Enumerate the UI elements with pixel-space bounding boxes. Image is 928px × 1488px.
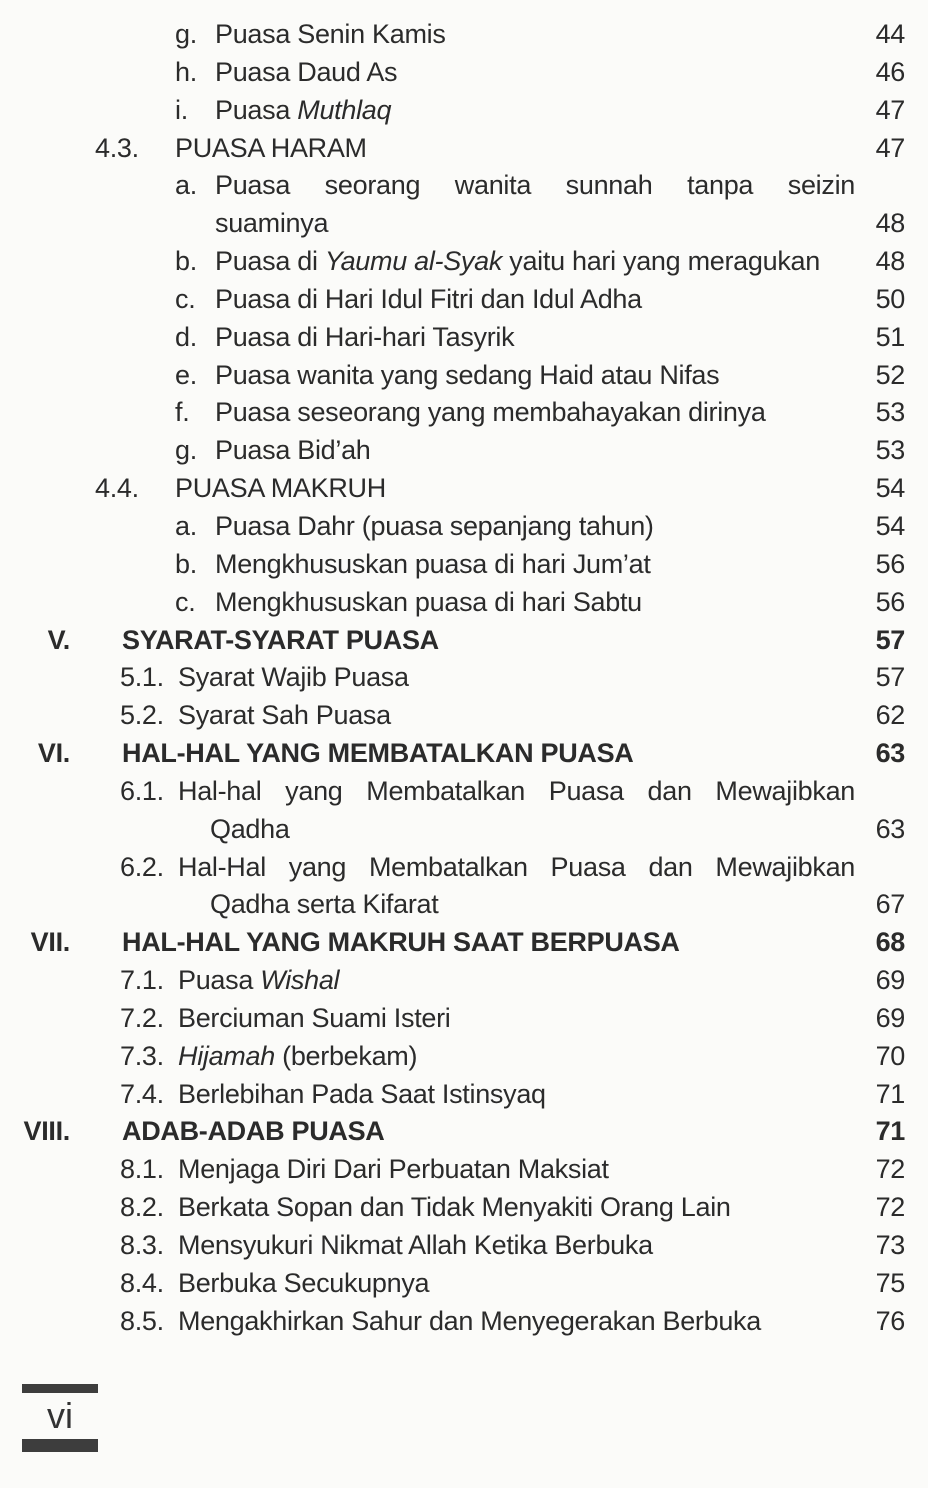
footer-rule-bottom	[22, 1439, 98, 1452]
toc-row	[0, 16, 905, 54]
toc-entry-page: 54	[875, 473, 905, 504]
toc-entry-label: a.	[175, 510, 197, 541]
toc-row	[0, 243, 905, 281]
toc-entry-label: V.	[47, 624, 70, 655]
toc-entry-label: 8.1.	[120, 1154, 164, 1185]
toc-entry-page: 72	[875, 1192, 905, 1223]
toc-entry-title: Puasa Daud As	[215, 56, 398, 87]
toc-entry-page: 69	[875, 965, 905, 996]
toc-row	[0, 508, 905, 546]
toc-entry-page: 56	[875, 548, 905, 579]
toc-entry-page: 44	[875, 19, 905, 49]
toc-entry-title: Berkata Sopan dan Tidak Menyakiti Orang Lain	[178, 1192, 731, 1223]
toc-entry-title: Mengkhususkan puasa di hari Jum’at	[215, 548, 651, 579]
toc-entry-label: 4.3.	[95, 132, 139, 163]
page-footer	[22, 1384, 98, 1452]
toc-entry-title: Berlebihan Pada Saat Istinsyaq	[178, 1078, 546, 1109]
toc-entry-title: Qadha	[210, 813, 290, 844]
page-number: vi	[47, 1395, 73, 1436]
toc-entry-title: Hijamah (berbekam)	[178, 1040, 418, 1071]
toc-entry-label: 5.2.	[120, 700, 164, 731]
footer-rule-top	[22, 1384, 98, 1393]
toc-entry-page: 63	[875, 813, 905, 844]
toc-row	[0, 130, 905, 168]
toc-entry-title: Hal-Hal yang Membatalkan Puasa dan Mewajibkan	[178, 851, 855, 882]
toc-row	[0, 584, 905, 622]
toc-entry-title: Puasa Muthlaq	[215, 94, 392, 125]
toc-entry-label: 7.2.	[120, 1002, 164, 1033]
toc-row	[0, 1076, 905, 1114]
toc-entry-title: PUASA HARAM	[175, 132, 367, 163]
toc-entry-title: Puasa Wishal	[178, 965, 340, 996]
toc-entry-label: 8.2.	[120, 1192, 164, 1223]
toc-entry-label: 7.3.	[120, 1040, 164, 1071]
toc-row	[0, 205, 905, 243]
toc-entry-title: Berbuka Secukupnya	[178, 1267, 430, 1298]
toc-entry-label: VIII.	[23, 1116, 70, 1147]
toc-row	[0, 811, 905, 849]
toc-entry-title: Berciuman Suami Isteri	[178, 1002, 451, 1033]
toc-row	[0, 394, 905, 432]
toc-entry-label: 4.4.	[95, 473, 139, 504]
toc-row	[0, 281, 905, 319]
toc-entry-page: 48	[875, 246, 905, 277]
toc-entry-page: 72	[875, 1154, 905, 1185]
toc-entry-page: 71	[875, 1078, 905, 1109]
toc-entry-page: 63	[875, 738, 905, 769]
toc-entry-title: HAL-HAL YANG MEMBATALKAN PUASA	[122, 738, 634, 769]
toc-entry-title: Puasa di Hari-hari Tasyrik	[215, 321, 515, 352]
toc-entry-label: f.	[175, 397, 190, 428]
toc-entry-label: 5.1.	[120, 662, 164, 693]
toc-row	[0, 924, 905, 962]
toc-entry-page: 73	[875, 1230, 905, 1260]
toc-row	[0, 697, 905, 735]
toc-entry-label: 8.3.	[120, 1230, 164, 1260]
toc-row	[0, 1189, 905, 1227]
toc-row	[0, 886, 905, 924]
toc-entry-label: 6.1.	[120, 775, 164, 806]
toc-row	[0, 849, 905, 887]
toc-entry-label: 8.4.	[120, 1267, 164, 1298]
toc-entry-title: HAL-HAL YANG MAKRUH SAAT BERPUASA	[122, 927, 680, 958]
toc-entry-label: d.	[175, 321, 197, 352]
toc-entry-title: Puasa di Yaumu al-Syak yaitu hari yang meragukan	[215, 246, 820, 277]
toc-row	[0, 1265, 905, 1303]
toc-entry-title: Syarat Sah Puasa	[178, 700, 391, 731]
toc-entry-title: PUASA MAKRUH	[175, 473, 386, 504]
toc-entry-page: 50	[875, 283, 905, 314]
toc-entry-page: 57	[875, 624, 905, 655]
toc-entry-title: Puasa wanita yang sedang Haid atau Nifas	[215, 359, 720, 390]
toc-entry-page: 71	[875, 1116, 905, 1147]
toc-entry-page: 76	[875, 1305, 905, 1336]
toc-entry-title: Puasa di Hari Idul Fitri dan Idul Adha	[215, 283, 642, 314]
toc-row	[0, 1000, 905, 1038]
toc-entry-label: 7.1.	[120, 965, 164, 996]
toc-row	[0, 357, 905, 395]
toc-entry-page: 68	[875, 927, 905, 958]
toc-entry-page: 54	[875, 510, 905, 541]
toc-row	[0, 1038, 905, 1076]
toc-entry-page: 69	[875, 1002, 905, 1033]
toc-row	[0, 167, 905, 205]
toc-entry-page: 57	[875, 662, 905, 693]
toc-row	[0, 659, 905, 697]
toc-row	[0, 470, 905, 508]
toc-entry-title: Mengakhirkan Sahur dan Menyegerakan Berbuka	[178, 1305, 761, 1336]
toc-row	[0, 432, 905, 470]
toc-entry-label: 6.2.	[120, 851, 164, 882]
toc-row	[0, 1113, 905, 1151]
toc-entry-label: g.	[175, 435, 197, 466]
toc-entry-title: Hal-hal yang Membatalkan Puasa dan Mewajibkan	[178, 775, 855, 806]
toc-entry-page: 70	[875, 1040, 905, 1071]
toc-entry-label: 7.4.	[120, 1078, 164, 1109]
toc-row	[0, 54, 905, 92]
toc-entry-label: 8.5.	[120, 1305, 164, 1336]
toc-row	[0, 92, 905, 130]
toc-row	[0, 1227, 905, 1265]
toc-row	[0, 1151, 905, 1189]
toc-entry-page: 52	[875, 359, 905, 390]
toc-row	[0, 319, 905, 357]
toc-entry-page: 51	[875, 321, 905, 352]
toc-entry-title: Qadha serta Kifarat	[210, 889, 439, 920]
toc-entry-title: Mensyukuri Nikmat Allah Ketika Berbuka	[178, 1230, 653, 1260]
toc-row	[0, 735, 905, 773]
toc-entry-label: c.	[175, 283, 196, 314]
toc-entry-title: Menjaga Diri Dari Perbuatan Maksiat	[178, 1154, 609, 1185]
toc-entry-label: i.	[175, 94, 188, 125]
toc-entry-label: e.	[175, 359, 197, 390]
toc-entry-label: b.	[175, 246, 197, 277]
toc-entry-title: Puasa Senin Kamis	[215, 19, 446, 49]
toc-entry-label: c.	[175, 586, 196, 617]
toc-entry-label: VI.	[37, 738, 70, 769]
toc-entry-title: Puasa seseorang yang membahayakan dirinya	[215, 397, 766, 428]
toc-entry-page: 53	[875, 435, 905, 466]
toc-entry-label: a.	[175, 170, 197, 201]
toc-entry-title: Mengkhususkan puasa di hari Sabtu	[215, 586, 642, 617]
toc-row	[0, 1303, 905, 1341]
toc-entry-page: 62	[875, 700, 905, 731]
toc-entry-label: h.	[175, 56, 197, 87]
toc-entry-title: SYARAT-SYARAT PUASA	[122, 624, 439, 655]
toc-entry-page: 56	[875, 586, 905, 617]
toc-row	[0, 773, 905, 811]
toc-entry-title: Puasa seorang wanita sunnah tanpa seizin	[215, 170, 855, 201]
toc-row	[0, 962, 905, 1000]
toc-row	[0, 622, 905, 660]
toc-entry-page: 53	[875, 397, 905, 428]
toc-entry-title: ADAB-ADAB PUASA	[122, 1116, 385, 1147]
toc-entry-title: Puasa Dahr (puasa sepanjang tahun)	[215, 510, 654, 541]
toc-entry-title: suaminya	[215, 208, 329, 239]
toc-entry-page: 47	[875, 94, 905, 125]
toc-entry-page: 67	[875, 889, 905, 920]
toc-entry-label: g.	[175, 19, 197, 49]
toc-entry-page: 47	[875, 132, 905, 163]
toc-entry-label: b.	[175, 548, 197, 579]
toc-entry-page: 46	[875, 56, 905, 87]
toc-entry-title: Puasa Bid’ah	[215, 435, 371, 466]
toc-entry-page: 75	[875, 1267, 905, 1298]
toc-entry-label: VII.	[30, 927, 70, 958]
toc-entry-page: 48	[875, 208, 905, 239]
toc-entry-title: Syarat Wajib Puasa	[178, 662, 409, 693]
toc-row	[0, 546, 905, 584]
